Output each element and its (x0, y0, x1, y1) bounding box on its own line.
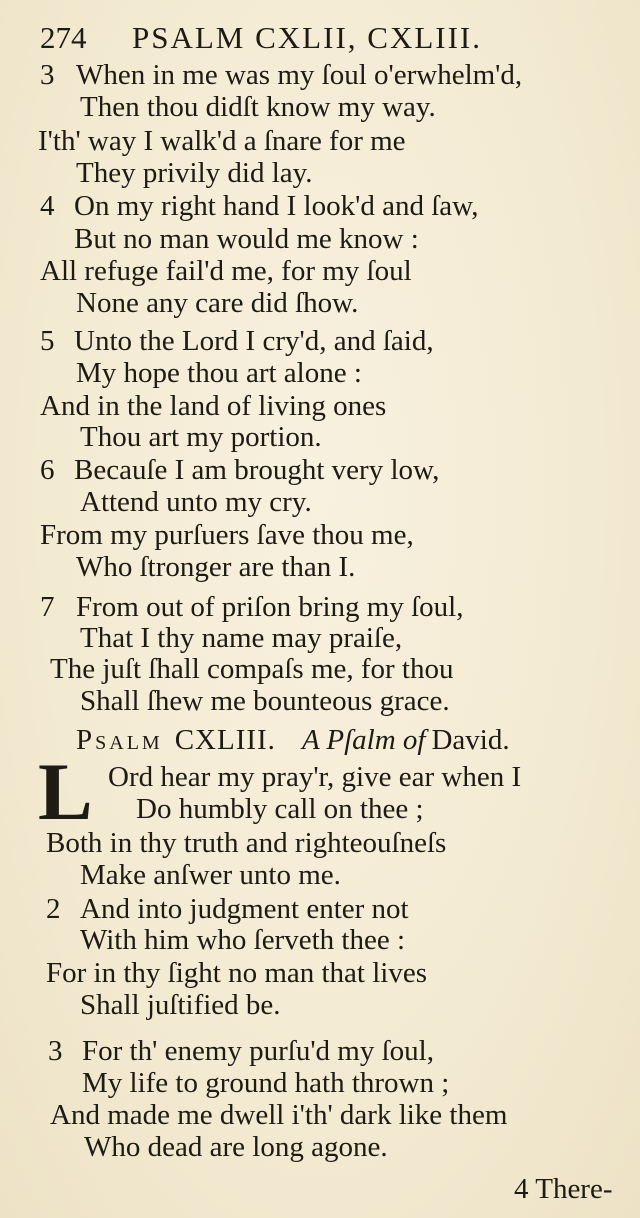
verse-line: With him who ſerveth thee : (80, 924, 406, 956)
verse-line: And in the land of living ones (40, 390, 387, 422)
verse-line: My life to ground hath thrown ; (82, 1067, 450, 1099)
page-number: 274 (40, 20, 87, 55)
psalm-title (76, 722, 510, 758)
verse-line: But no man would me know : (74, 223, 419, 255)
verse-line: Thou art my portion. (80, 421, 322, 453)
verse-number: 6 (40, 454, 55, 486)
psalm-title-number: CXLIII. (174, 724, 276, 756)
verse-line: My hope thou art alone : (76, 357, 362, 389)
verse-number: 5 (40, 325, 55, 357)
verse-line: And into judgment enter not (80, 893, 409, 925)
verse-number: 3 (40, 59, 55, 91)
psalm-title-word: Psalm (76, 724, 163, 756)
verse-line: None any care did ſhow. (76, 287, 359, 319)
verse-line: I'th' way I walk'd a ſnare for me (38, 125, 406, 157)
verse-line: Attend unto my cry. (80, 486, 312, 518)
verse-line: The juſt ſhall compaſs me, for thou (50, 653, 454, 685)
drop-cap: L (38, 746, 93, 837)
verse-line: When in me was my ſoul o'erwhelm'd, (76, 59, 523, 91)
psalm-subtitle: A Pſalm of (301, 724, 426, 756)
running-head: PSALM CXLII, CXLIII. (132, 20, 482, 55)
verse-number: 3 (48, 1035, 63, 1067)
verse-line: They privily did lay. (76, 157, 313, 189)
verse-line: Who dead are long agone. (84, 1131, 388, 1163)
verse-number: 2 (46, 893, 61, 925)
verse-line: From my purſuers ſave thou me, (40, 519, 414, 551)
verse-line: Shall ſhew me bounteous grace. (80, 685, 450, 717)
verse-number: 4 (40, 190, 55, 222)
page-header (40, 18, 620, 58)
verse-line: On my right hand I look'd and ſaw, (74, 190, 479, 222)
verse-line: For th' enemy purſu'd my ſoul, (82, 1035, 434, 1067)
verse-line: All refuge fail'd me, for my ſoul (40, 255, 412, 287)
verse-line: Shall juſtified be. (80, 989, 281, 1021)
verse-number: 7 (40, 591, 55, 623)
verse-line: Becauſe I am brought very low, (74, 454, 440, 486)
verse-line: Ord hear my pray'r, give ear when I (108, 761, 522, 793)
catchword: 4 There- (514, 1173, 613, 1205)
verse-line: And made me dwell i'th' dark like them (50, 1099, 508, 1131)
verse-line: From out of priſon bring my ſoul, (76, 591, 464, 623)
verse-line: For in thy ſight no man that lives (46, 957, 428, 989)
verse-line: That I thy name may praiſe, (80, 622, 403, 654)
verse-line: Then thou didſt know my way. (80, 91, 436, 123)
verse-line: Both in thy truth and righteouſneſs (46, 827, 447, 859)
verse-line: Do humbly call on thee ; (136, 793, 424, 825)
verse-line: Make anſwer unto me. (80, 859, 341, 891)
verse-line: Unto the Lord I cry'd, and ſaid, (74, 325, 434, 357)
psalm-author: David. (431, 724, 510, 756)
verse-line: Who ſtronger are than I. (76, 551, 356, 583)
